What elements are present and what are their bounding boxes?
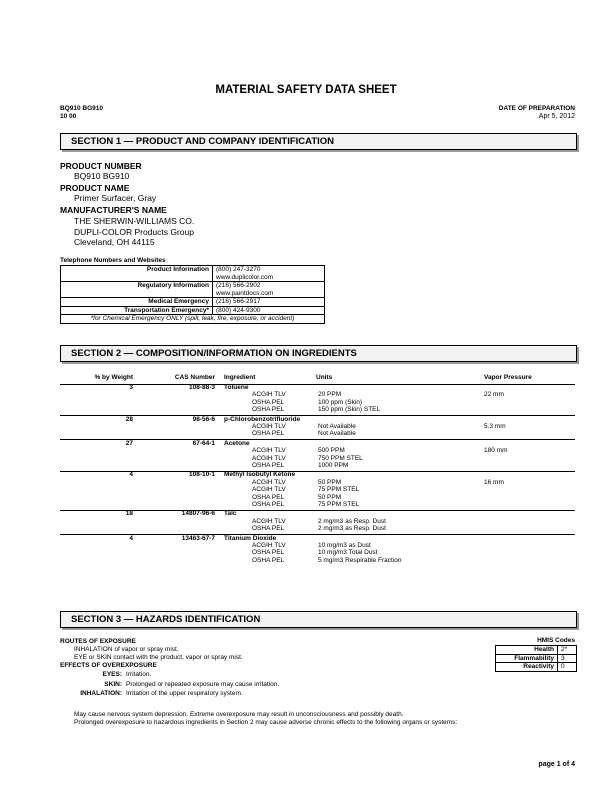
phones-heading: Telephone Numbers and Websites bbox=[60, 257, 166, 264]
ingredient-name: Toluene bbox=[224, 384, 249, 391]
manufacturer-line: DUPLI-COLOR Products Group bbox=[74, 226, 194, 237]
phone-line: (800) 247-3270 bbox=[216, 266, 261, 273]
ingredient-cas: 108-88-3 bbox=[188, 384, 215, 391]
ingredient-cas: 108-10-1 bbox=[188, 471, 215, 479]
ingredient-cas: 98-56-6 bbox=[192, 415, 215, 423]
hmis-label: Health bbox=[496, 646, 558, 655]
ingredient-name: Methyl Isobutyl Ketone bbox=[224, 471, 296, 479]
limit-agency: OSHA PEL bbox=[252, 493, 285, 501]
limit-agency: OSHA PEL bbox=[252, 556, 285, 564]
hmis-value: 2* bbox=[558, 646, 577, 655]
limit-agency: ACGIH TLV bbox=[252, 486, 286, 494]
section-2-title: SECTION 2 — COMPOSITION/INFORMATION ON INGREDIENTS bbox=[71, 348, 357, 359]
ingredient-weight: 4 bbox=[129, 471, 133, 479]
hmis-table bbox=[495, 645, 577, 672]
ingredients-header-row bbox=[0, 374, 612, 382]
prep-label: DATE OF PREPARATION bbox=[498, 105, 575, 112]
col-header-cas: CAS Number bbox=[174, 374, 215, 381]
effect-key-inhalation: INHALATION: bbox=[80, 690, 122, 697]
limit-value: Not Available bbox=[318, 423, 356, 430]
phone-label: Transportation Emergency* bbox=[61, 306, 213, 315]
hmis-row bbox=[496, 654, 577, 663]
ingredient-weight: 18 bbox=[125, 510, 133, 518]
limit-value: 150 ppm (Skin) STEL bbox=[318, 406, 381, 414]
ingredient-weight: 3 bbox=[129, 384, 133, 391]
limit-agency: ACGIH TLV bbox=[252, 478, 286, 486]
limit-value: 50 PPM bbox=[318, 493, 342, 501]
ingredient-name: Titanium Dioxide bbox=[224, 534, 277, 542]
limit-value: 100 ppm (Skin) bbox=[318, 398, 363, 406]
limit-value: 10 mg/m3 Total Dust bbox=[318, 549, 378, 557]
ingredient-vapor-pressure: 180 mm bbox=[484, 447, 508, 455]
limit-value: 750 PPM STEL bbox=[318, 454, 363, 462]
website-line: www.duplicolor.com bbox=[216, 273, 274, 281]
effect-value-eyes: Irritation. bbox=[126, 671, 152, 678]
hmis-row bbox=[496, 646, 577, 655]
phone-footnote: *for Chemical Emergency ONLY (spill, leak, fire, exposure, or accident) bbox=[61, 315, 325, 324]
limit-value: 2 mg/m3 as Resp. Dust bbox=[318, 517, 386, 525]
limit-agency: ACGIH TLV bbox=[252, 423, 286, 430]
product-number: BQ910 BG910 bbox=[74, 171, 130, 181]
exposure-limit-row bbox=[0, 430, 612, 438]
hmis-value: 3 bbox=[558, 654, 577, 663]
limit-value: 5 mg/m3 Respirable Fraction bbox=[318, 556, 402, 564]
route-line: INHALATION of vapor or spray mist. bbox=[74, 646, 179, 653]
page-number: page 1 of 4 bbox=[538, 761, 575, 768]
ingredient-name: p-Chlorobenzotrifluoride bbox=[224, 415, 301, 423]
phone-value: (800) 424-9300 bbox=[213, 306, 325, 315]
phone-label: Regulatory Information bbox=[61, 282, 213, 298]
limit-agency: OSHA PEL bbox=[252, 462, 285, 469]
product-name: Primer Surfacer, Gray bbox=[74, 193, 157, 203]
limit-value: 2 mg/m3 as Resp. Dust bbox=[318, 525, 386, 533]
routes-label: ROUTES OF EXPOSURE bbox=[60, 638, 136, 645]
ingredient-weight: 28 bbox=[125, 415, 133, 423]
exposure-limit-row bbox=[0, 406, 612, 414]
effect-value-skin: Prolonged or repeated exposure may cause irritation. bbox=[126, 681, 280, 688]
hazard-note: May cause nervous system depression. Extreme overexposure may result in unconsciousness and possibly death. bbox=[74, 711, 404, 718]
prep-date: Apr 5, 2012 bbox=[538, 113, 575, 120]
effects-label: EFFECTS OF OVEREXPOSURE bbox=[60, 662, 157, 669]
exposure-limit-row bbox=[0, 501, 612, 509]
ingredient-vapor-pressure: 5.3 mm bbox=[484, 423, 506, 430]
manufacturer-line: THE SHERWIN-WILLIAMS CO. bbox=[74, 216, 195, 226]
limit-value: Not Available bbox=[318, 430, 356, 438]
route-line: EYE or SKIN contact with the product, vapor or spray mist. bbox=[74, 654, 243, 661]
product-name-label: PRODUCT NAME bbox=[60, 183, 130, 193]
doc-code-1: BQ910 BG910 bbox=[60, 105, 103, 112]
limit-value: 50 PPM bbox=[318, 478, 342, 486]
limit-agency: ACGIH TLV bbox=[252, 447, 286, 455]
limit-agency: OSHA PEL bbox=[252, 398, 285, 406]
effect-value-inhalation: Irritation of the upper respiratory system. bbox=[126, 690, 243, 697]
hmis-label: Reactivity bbox=[496, 663, 558, 672]
exposure-limit-row bbox=[0, 462, 612, 470]
exposure-limit-row bbox=[0, 525, 612, 533]
ingredient-name: Talc bbox=[224, 510, 237, 518]
limit-agency: OSHA PEL bbox=[252, 501, 285, 508]
limit-agency: ACGIH TLV bbox=[252, 517, 286, 525]
ingredient-cas: 67-64-1 bbox=[192, 439, 215, 447]
document-title: MATERIAL SAFETY DATA SHEET bbox=[215, 84, 397, 96]
phone-label: Product Information bbox=[61, 266, 213, 282]
ingredient-vapor-pressure: 22 mm bbox=[484, 391, 504, 399]
hmis-row bbox=[496, 663, 577, 672]
col-header-weight: % by Weight bbox=[94, 374, 133, 381]
limit-agency: ACGIH TLV bbox=[252, 454, 286, 462]
limit-agency: OSHA PEL bbox=[252, 549, 285, 557]
limit-agency: OSHA PEL bbox=[252, 406, 285, 414]
col-header-ingredient: Ingredient bbox=[224, 374, 256, 381]
ingredient-vapor-pressure: 16 mm bbox=[484, 478, 504, 486]
section-3-title: SECTION 3 — HAZARDS IDENTIFICATION bbox=[71, 614, 261, 625]
section-3-header bbox=[60, 611, 577, 628]
ingredient-name: Acetone bbox=[224, 439, 250, 447]
hazard-note: Prolonged overexposure to hazardous ingredients in Section 2 may cause adverse chronic effects to the following organs or systems: bbox=[74, 719, 458, 726]
section-1-title: SECTION 1 — PRODUCT AND COMPANY IDENTIFICATION bbox=[71, 136, 335, 147]
limit-value: 500 PPM bbox=[318, 447, 345, 455]
col-header-units: Units bbox=[316, 374, 333, 381]
limit-value: 75 PPM STEL bbox=[318, 486, 360, 494]
effect-key-skin: SKIN: bbox=[104, 681, 122, 688]
limit-value: 20 PPM bbox=[318, 391, 342, 399]
col-header-vapor: Vapor Pressure bbox=[484, 374, 532, 381]
limit-value: 75 PPM STEL bbox=[318, 501, 360, 508]
manufacturer-line: Cleveland, OH 44115 bbox=[74, 237, 155, 247]
phone-label: Medical Emergency bbox=[61, 298, 213, 307]
hmis-title: HMIS Codes bbox=[537, 637, 575, 644]
limit-agency: ACGIH TLV bbox=[252, 391, 286, 399]
phone-value: (216) 566-2917 bbox=[213, 298, 325, 307]
hmis-label: Flammability bbox=[496, 654, 558, 663]
hmis-value: 0 bbox=[558, 663, 577, 672]
limit-value: 10 mg/m3 as Dust bbox=[318, 542, 371, 549]
limit-agency: OSHA PEL bbox=[252, 525, 285, 533]
limit-agency: ACGIH TLV bbox=[252, 542, 286, 549]
ingredient-weight: 4 bbox=[129, 534, 133, 542]
phone-line: (216) 566-2902 bbox=[216, 282, 261, 289]
ingredient-cas: 13463-67-7 bbox=[181, 534, 215, 542]
ingredient-weight: 27 bbox=[125, 439, 133, 447]
website-line: www.paintdocs.com bbox=[216, 289, 274, 297]
effect-key-eyes: EYES: bbox=[102, 671, 122, 678]
manufacturer-label: MANUFACTURER'S NAME bbox=[60, 205, 167, 215]
doc-code-2: 10 00 bbox=[60, 113, 77, 120]
limit-agency: OSHA PEL bbox=[252, 430, 285, 438]
product-number-label: PRODUCT NUMBER bbox=[60, 161, 142, 171]
limit-value: 1000 PPM bbox=[318, 462, 349, 469]
exposure-limit-row bbox=[0, 557, 612, 565]
ingredient-cas: 14807-96-6 bbox=[181, 510, 215, 518]
